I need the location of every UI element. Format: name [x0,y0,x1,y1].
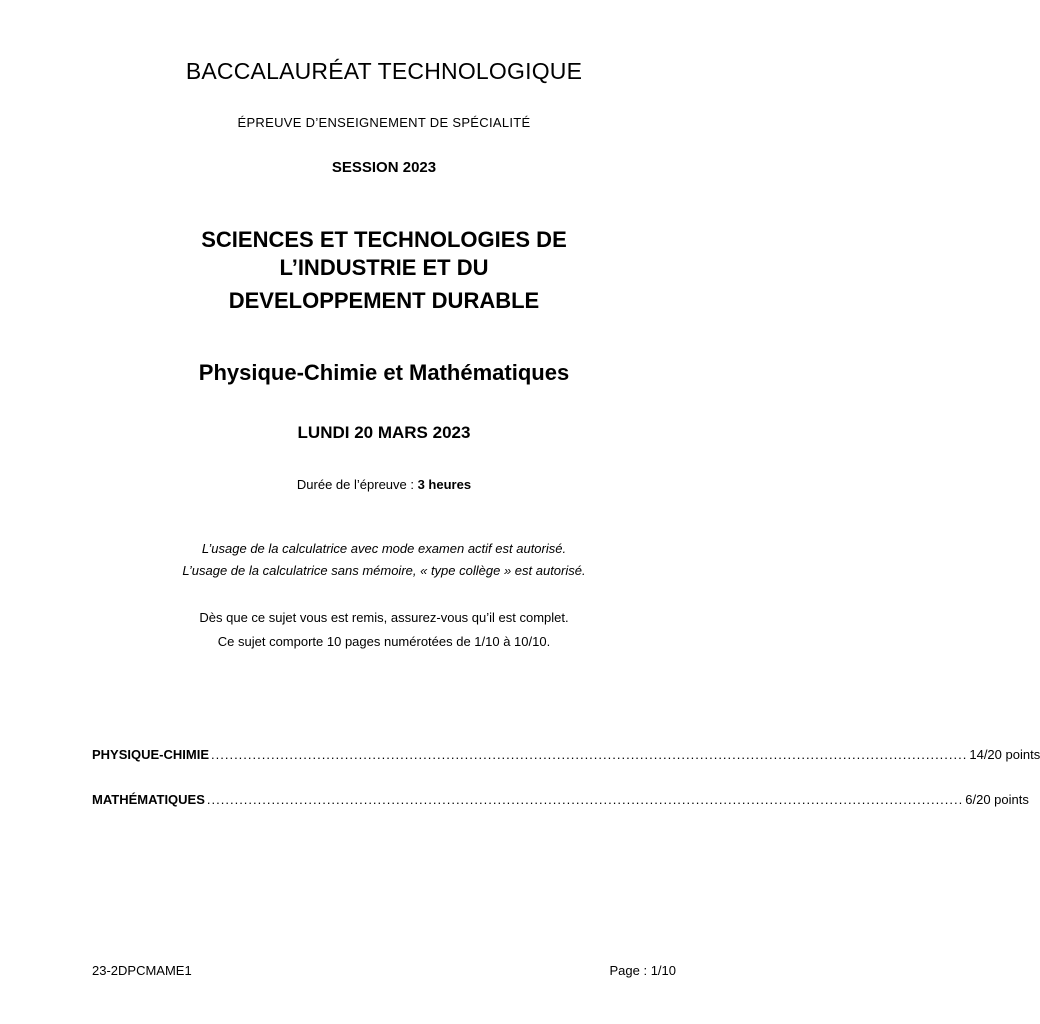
track-title-line-2: L’INDUSTRIE ET DU [279,255,489,280]
score-points: 14/20 points [969,747,1040,762]
track-title-line-3: DEVELOPPEMENT DURABLE [228,288,540,313]
subject-title: Physique-Chimie et Mathématiques [198,360,570,385]
exam-title: BACCALAURÉAT TECHNOLOGIQUE [185,58,583,84]
track-title [0,226,768,282]
footer-document-code: 23-2DPCMAME1 [92,963,192,978]
score-subject: MATHÉMATIQUES [92,792,205,807]
score-subject: PHYSIQUE-CHIMIE [92,747,210,762]
page-count-note: Ce sujet comporte 10 pages numérotées de 1/10 à 10/10. [217,634,551,649]
dot-leader: .................................................................................................................................................................... [206,792,964,807]
calculator-college-note: L’usage de la calculatrice sans mémoire, « type collège » est autorisé. [182,563,586,578]
session-label: SESSION 2023 [331,159,437,176]
check-complete-note: Dès que ce sujet vous est remis, assurez-vous qu’il est complet. [199,610,569,625]
dot-leader: .................................................................................................................................................................... [211,747,968,762]
score-line-mathematiques [92,792,1029,807]
exam-date: LUNDI 20 MARS 2023 [297,423,471,442]
exam-subtitle: ÉPREUVE D’ENSEIGNEMENT DE SPÉCIALITÉ [237,115,531,130]
track-title-line-1: SCIENCES ET TECHNOLOGIES DE [201,227,567,252]
duration-label: Durée de l’épreuve : [296,477,418,492]
score-points: 6/20 points [965,792,1029,807]
exam-duration [0,477,768,492]
calculator-exam-mode-note: L’usage de la calculatrice avec mode examen actif est autorisé. [201,541,567,556]
duration-value: 3 heures [417,477,472,492]
score-line-physique-chimie [92,747,1040,762]
footer-page-number: Page : 1/10 [609,963,676,978]
